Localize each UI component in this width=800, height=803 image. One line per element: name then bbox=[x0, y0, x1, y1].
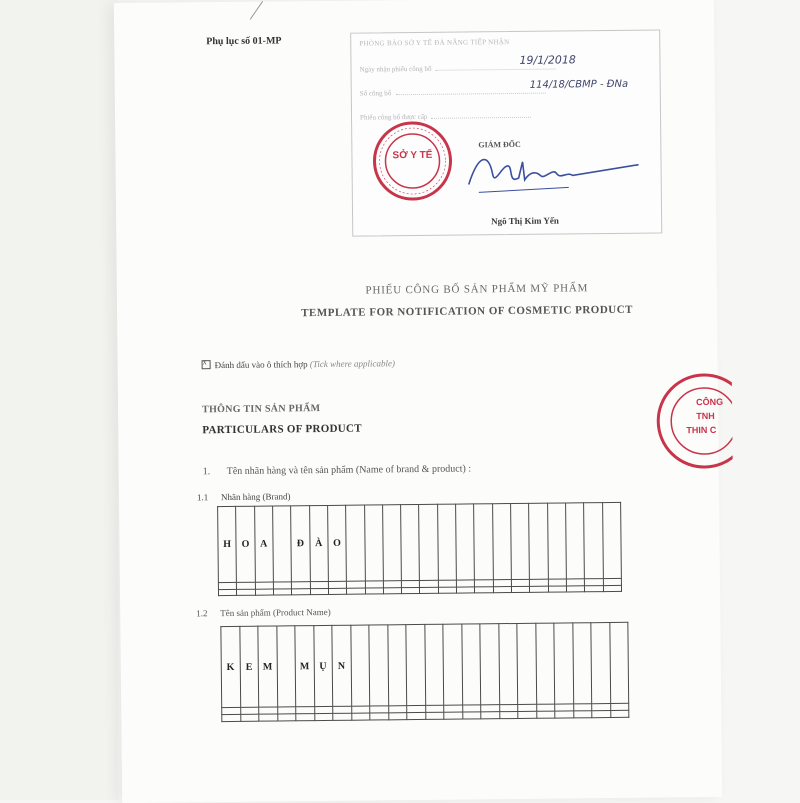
company-stamp-line-2: TNH bbox=[696, 410, 715, 422]
brand-grid-cell bbox=[456, 504, 475, 580]
brand-grid-cell bbox=[402, 587, 420, 594]
product-grid-cell bbox=[554, 623, 573, 705]
question-1-2-number: 1.2 bbox=[196, 608, 208, 619]
brand-grid-cell bbox=[457, 587, 475, 594]
tick-instruction-text: Đánh dấu vào ô thích hợp bbox=[214, 359, 308, 371]
brand-grid-cell bbox=[382, 505, 401, 581]
tick-instruction bbox=[202, 358, 396, 370]
product-grid-cell bbox=[351, 713, 370, 720]
brand-grid-cell: H bbox=[218, 506, 237, 582]
product-grid-cell bbox=[425, 712, 444, 719]
brand-grid-cell bbox=[218, 589, 236, 596]
product-grid-cell bbox=[461, 624, 480, 706]
product-grid-cell bbox=[277, 714, 296, 721]
question-1-1 bbox=[197, 491, 291, 502]
product-grid-cell bbox=[481, 712, 500, 719]
product-grid-cell bbox=[424, 624, 443, 706]
product-grid-cell bbox=[498, 623, 517, 705]
brand-grid-cell bbox=[602, 502, 621, 578]
product-grid-cell bbox=[296, 714, 315, 721]
brand-grid-cell bbox=[273, 506, 292, 582]
brand-grid-cell bbox=[566, 503, 585, 579]
product-grid-cell bbox=[222, 715, 241, 722]
brand-grid-cell bbox=[237, 589, 255, 596]
product-grid-cell bbox=[240, 714, 259, 721]
annex-label: Phụ lục số 01-MP bbox=[206, 35, 282, 48]
brand-grid-cell bbox=[347, 588, 365, 595]
question-1-1-number: 1.1 bbox=[196, 492, 209, 503]
signer-name: Ngô Thị Kim Yến bbox=[491, 215, 559, 227]
product-grid-cell bbox=[314, 714, 333, 721]
approval-line-1-label: Ngày nhận phiếu công bố bbox=[359, 64, 432, 74]
product-grid-cell bbox=[517, 623, 536, 705]
brand-grid-cell bbox=[328, 588, 346, 595]
brand-grid-cell: O bbox=[327, 505, 346, 581]
brand-grid-cell bbox=[584, 503, 603, 579]
brand-grid-cell bbox=[511, 503, 530, 579]
product-grid-cell bbox=[350, 625, 369, 707]
product-grid-cell bbox=[480, 624, 499, 706]
brand-grid-cell bbox=[365, 587, 383, 594]
brand-grid-cell bbox=[437, 504, 456, 580]
question-1-2-text: Tên sản phẩm (Product Name) bbox=[220, 606, 331, 619]
section-title-english: PARTICULARS OF PRODUCT bbox=[202, 422, 362, 437]
director-title: GIÁM ĐỐC bbox=[478, 139, 521, 150]
brand-grid-cell bbox=[364, 505, 383, 581]
question-1-text: Tên nhãn hàng và tên sản phẩm (Name of brand & product) : bbox=[226, 463, 472, 478]
product-grid-cell bbox=[572, 623, 591, 705]
brand-grid-cell bbox=[474, 504, 493, 580]
brand-grid-cell bbox=[273, 588, 291, 595]
product-grid-cell bbox=[555, 711, 574, 718]
checkbox-icon bbox=[202, 360, 211, 369]
product-grid-cell bbox=[406, 624, 425, 706]
brand-grid-cell bbox=[383, 587, 401, 594]
brand-grid-cell: A bbox=[254, 506, 273, 582]
stamp-text: SỞ Y TẾ bbox=[392, 149, 433, 162]
brand-grid-cell bbox=[346, 505, 365, 581]
section-title-vietnamese: THÔNG TIN SẢN PHẨM bbox=[202, 403, 321, 416]
brand-grid-cell bbox=[511, 586, 529, 593]
brand-grid-cell bbox=[566, 585, 584, 592]
company-stamp-icon bbox=[652, 369, 733, 474]
product-grid-cell bbox=[536, 711, 555, 718]
product-grid-cell: M bbox=[295, 626, 314, 708]
product-grid-cell bbox=[369, 625, 388, 707]
product-grid-cell bbox=[518, 711, 537, 718]
brand-grid-cell bbox=[547, 503, 566, 579]
brand-grid-cell bbox=[529, 503, 548, 579]
product-grid-cell bbox=[443, 624, 462, 706]
product-grid bbox=[220, 622, 629, 722]
product-grid-cell bbox=[276, 626, 295, 708]
brand-grid bbox=[217, 502, 622, 596]
signature-icon bbox=[448, 143, 649, 205]
brand-grid-cell bbox=[419, 504, 438, 580]
brand-grid-cell bbox=[585, 585, 603, 592]
product-grid-cell bbox=[499, 712, 518, 719]
product-grid-cell: Ụ bbox=[313, 625, 332, 707]
background-page-edge bbox=[0, 0, 118, 800]
approval-line-3-label: Phiếu công bố được cấp bbox=[359, 112, 428, 122]
product-grid-cell bbox=[407, 713, 426, 720]
brand-grid-cell bbox=[603, 585, 622, 592]
product-grid-cell bbox=[388, 713, 407, 720]
question-1 bbox=[203, 463, 471, 477]
brand-grid-row bbox=[218, 502, 622, 582]
company-stamp-line-1: CÔNG bbox=[695, 396, 724, 408]
brand-grid-cell bbox=[292, 588, 310, 595]
product-grid-cell bbox=[609, 622, 628, 704]
product-grid-cell bbox=[462, 712, 481, 719]
company-stamp bbox=[652, 369, 733, 474]
title-english: TEMPLATE FOR NOTIFICATION OF COSMETIC PRODUCT bbox=[301, 303, 634, 320]
title-vietnamese: PHIẾU CÔNG BỐ SẢN PHẨM MỸ PHẨM bbox=[365, 282, 589, 297]
approval-line-2 bbox=[360, 88, 546, 98]
product-grid-row bbox=[221, 622, 629, 708]
product-grid-cell bbox=[259, 714, 278, 721]
brand-grid-cell: Đ bbox=[291, 506, 310, 582]
approval-header: PHÒNG BẢO SỞ Y TẾ ĐÀ NẴNG TIẾP NHẬN bbox=[359, 38, 510, 48]
product-grid-cell bbox=[592, 711, 611, 718]
approval-date-handwritten: 19/1/2018 bbox=[519, 53, 576, 67]
product-grid-cell bbox=[535, 623, 554, 705]
product-grid-cell bbox=[387, 625, 406, 707]
brand-grid-cell bbox=[530, 586, 548, 593]
product-grid-cell bbox=[333, 713, 352, 720]
brand-grid-cell bbox=[492, 504, 511, 580]
product-grid-cell bbox=[370, 713, 389, 720]
brand-grid-cell bbox=[255, 589, 273, 596]
brand-grid-cell bbox=[420, 587, 438, 594]
company-stamp-line-3: THIN C bbox=[686, 424, 717, 436]
brand-grid-cell bbox=[493, 586, 511, 593]
question-1-number: 1. bbox=[202, 466, 211, 478]
product-grid-cell bbox=[444, 712, 463, 719]
corner-mark bbox=[250, 1, 281, 32]
approval-line-2-label: Số công bố bbox=[359, 89, 392, 98]
official-stamp-icon bbox=[371, 120, 454, 203]
brand-grid-cell bbox=[475, 586, 493, 593]
product-grid-cell: E bbox=[239, 626, 258, 708]
brand-grid-cell: O bbox=[236, 506, 255, 582]
product-grid-cell bbox=[591, 623, 610, 705]
question-1-2 bbox=[196, 607, 331, 618]
document-page bbox=[114, 0, 722, 803]
brand-grid-cell bbox=[401, 504, 420, 580]
brand-grid-cell: À bbox=[309, 505, 328, 581]
product-grid-cell: K bbox=[221, 626, 240, 708]
brand-grid-cell bbox=[310, 588, 328, 595]
product-grid-cell bbox=[573, 711, 592, 718]
brand-grid-cell bbox=[438, 587, 456, 594]
tick-instruction-en: (Tick where applicable) bbox=[309, 358, 396, 370]
brand-grid-cell bbox=[548, 586, 566, 593]
product-grid-cell: M bbox=[258, 626, 277, 708]
question-1-1-text: Nhãn hàng (Brand) bbox=[220, 491, 291, 503]
product-grid-cell: N bbox=[332, 625, 351, 707]
product-grid-cell bbox=[610, 711, 629, 718]
approval-number-handwritten: 114/18/CBMP - ĐNa bbox=[529, 78, 629, 91]
